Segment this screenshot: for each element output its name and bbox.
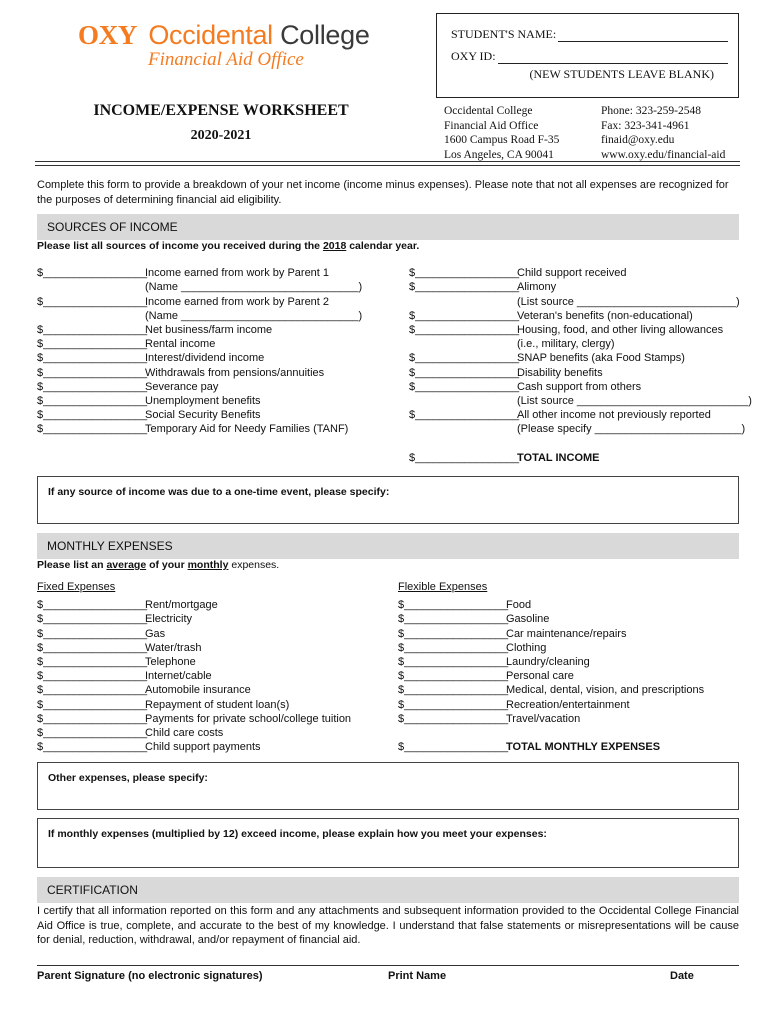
amount-field[interactable]: $_________________ xyxy=(37,670,148,683)
amount-field[interactable]: $_________________ xyxy=(398,670,509,683)
oxy-id-field[interactable] xyxy=(498,51,728,64)
income-section-heading: SOURCES OF INCOME xyxy=(37,214,739,240)
amount-field[interactable]: $_________________ xyxy=(409,267,520,280)
expense-row xyxy=(37,725,351,739)
total-income-row xyxy=(409,450,600,464)
income-row xyxy=(37,279,362,293)
income-row xyxy=(37,293,362,307)
header-divider xyxy=(35,161,740,166)
new-students-note: (NEW STUDENTS LEAVE BLANK) xyxy=(529,67,714,81)
expense-row xyxy=(37,654,351,668)
amount-field[interactable]: $_________________ xyxy=(409,323,520,336)
income-row xyxy=(409,279,752,293)
office-address xyxy=(444,104,559,162)
income-row xyxy=(409,336,752,350)
row-label: Electricity xyxy=(145,613,193,626)
income-instruction-post: calendar year. xyxy=(346,240,420,252)
address-line: 1600 Campus Road F-35 xyxy=(444,134,560,146)
expense-row xyxy=(37,696,351,710)
total-income-label: TOTAL INCOME xyxy=(517,452,600,465)
amount-field[interactable]: $_________________ xyxy=(37,655,148,668)
income-row xyxy=(409,421,752,435)
contact-phone: Phone: 323-259-2548 xyxy=(601,105,701,117)
expense-row xyxy=(398,696,704,710)
expense-row xyxy=(37,597,351,611)
amount-field[interactable]: $_________________ xyxy=(37,338,148,351)
row-label: Disability benefits xyxy=(517,366,603,379)
total-expenses-row xyxy=(398,739,660,753)
income-row xyxy=(37,265,362,279)
intro-text: Complete this form to provide a breakdown of your net income (income minus expenses). Please note that not all expenses are recognized for the purposes of determining financial aid eligibility. xyxy=(37,179,729,206)
amount-field[interactable]: $_________________ xyxy=(409,281,520,294)
row-label: (List source __________________________) xyxy=(517,295,740,308)
expense-row xyxy=(37,640,351,654)
amount-field[interactable]: $_________________ xyxy=(37,323,148,336)
amount-field[interactable]: $_________________ xyxy=(37,366,148,379)
amount-field[interactable]: $_________________ xyxy=(37,684,148,697)
expense-row xyxy=(398,711,704,725)
row-label: (i.e., military, clergy) xyxy=(517,338,615,351)
amount-field[interactable]: $_________________ xyxy=(409,380,520,393)
amount-field[interactable]: $_________________ xyxy=(398,599,509,612)
row-label: Water/trash xyxy=(145,641,202,654)
expense-row xyxy=(37,711,351,725)
income-row xyxy=(37,407,362,421)
logo-college: College xyxy=(280,20,370,50)
other-expenses-box[interactable] xyxy=(37,762,739,810)
amount-field[interactable]: $_________________ xyxy=(37,423,148,436)
amount-field[interactable]: $_________________ xyxy=(37,380,148,393)
expenses-instruction xyxy=(37,559,279,571)
income-row xyxy=(409,393,752,407)
row-label: Automobile insurance xyxy=(145,684,251,697)
income-row xyxy=(409,379,752,393)
row-label: Interest/dividend income xyxy=(145,352,265,365)
row-label: Medical, dental, vision, and prescriptions xyxy=(506,684,705,697)
one-time-event-prompt: If any source of income was due to a one-time event, please specify: xyxy=(48,486,390,498)
amount-field[interactable]: $_________________ xyxy=(398,641,509,654)
address-line: Financial Aid Office xyxy=(444,119,539,132)
logo-occidental: Occidental xyxy=(148,20,273,50)
parent-signature-label: Parent Signature (no electronic signatures) xyxy=(37,970,263,982)
amount-field[interactable]: $_________________ xyxy=(398,655,509,668)
row-label: Child support payments xyxy=(145,741,261,754)
row-label: SNAP benefits (aka Food Stamps) xyxy=(517,352,685,365)
expense-row xyxy=(37,682,351,696)
income-row xyxy=(409,350,752,364)
row-label: Unemployment benefits xyxy=(145,394,261,407)
expense-row xyxy=(37,625,351,639)
signature-line[interactable] xyxy=(37,965,739,966)
income-row xyxy=(37,364,362,378)
row-label: Internet/cable xyxy=(145,670,212,683)
amount-field[interactable]: $_________________ xyxy=(37,712,148,725)
fixed-expenses-column xyxy=(37,597,351,753)
row-label: Travel/vacation xyxy=(506,712,581,725)
row-label: Social Security Benefits xyxy=(145,409,261,422)
income-row xyxy=(37,308,362,322)
income-row xyxy=(409,308,752,322)
amount-field[interactable]: $_________________ xyxy=(37,726,148,739)
amount-field[interactable]: $_________________ xyxy=(398,684,509,697)
exceed-income-box[interactable] xyxy=(37,818,739,868)
expenses-instruction-monthly: monthly xyxy=(187,559,229,571)
row-label: Alimony xyxy=(517,281,557,294)
amount-field[interactable]: $_________________ xyxy=(409,309,520,322)
row-label: Rental income xyxy=(145,338,216,351)
expense-row xyxy=(398,625,704,639)
student-name-field[interactable] xyxy=(558,29,728,42)
amount-field[interactable]: $_________________ xyxy=(398,627,509,640)
row-label: Rent/mortgage xyxy=(145,599,218,612)
income-instruction xyxy=(37,240,419,252)
expense-row xyxy=(37,739,351,753)
row-label: Cash support from others xyxy=(517,380,642,393)
print-name-label: Print Name xyxy=(388,970,447,982)
amount-field[interactable]: $_________________ xyxy=(37,267,148,280)
expenses-instruction-pre: Please list an xyxy=(37,559,107,571)
row-label: Repayment of student loan(s) xyxy=(145,698,290,711)
expenses-instruction-post: expenses. xyxy=(228,559,280,571)
row-label: (Please specify ________________________) xyxy=(517,423,746,436)
row-label: All other income not previously reported xyxy=(517,409,711,422)
income-left-column xyxy=(37,265,362,435)
row-label: Gasoline xyxy=(506,613,550,626)
student-name-label: STUDENT'S NAME: xyxy=(451,27,557,41)
logo-office: Financial Aid Office xyxy=(148,49,304,70)
income-right-column xyxy=(409,265,752,435)
expense-row xyxy=(398,597,704,611)
row-label: Recreation/entertainment xyxy=(506,698,630,711)
row-label: (List source ____________________________) xyxy=(517,394,752,407)
page-title: INCOME/EXPENSE WORKSHEET xyxy=(93,102,349,119)
contact-fax: Fax: 323-341-4961 xyxy=(601,119,690,132)
income-row xyxy=(409,265,752,279)
income-row xyxy=(37,350,362,364)
income-row xyxy=(409,407,752,421)
flexible-expenses-column xyxy=(398,597,704,725)
total-expenses-line xyxy=(398,739,660,753)
expense-row xyxy=(398,668,704,682)
amount-field[interactable]: $_________________ xyxy=(37,394,148,407)
amount-field[interactable]: $_________________ xyxy=(37,627,148,640)
expense-row xyxy=(398,640,704,654)
expenses-section-heading: MONTHLY EXPENSES xyxy=(37,533,739,559)
row-label: Child support received xyxy=(517,267,627,280)
amount-field[interactable]: $_________________ xyxy=(398,712,509,725)
other-expenses-prompt: Other expenses, please specify: xyxy=(48,772,208,784)
total-income-field[interactable]: $_________________ xyxy=(409,452,520,465)
amount-field[interactable]: $_________________ xyxy=(37,295,148,308)
row-label: Withdrawals from pensions/annuities xyxy=(145,366,325,379)
exceed-income-prompt: If monthly expenses (multiplied by 12) exceed income, please explain how you meet your expenses: xyxy=(48,828,547,840)
income-row xyxy=(37,379,362,393)
income-instruction-year: 2018 xyxy=(322,240,347,252)
row-label: Income earned from work by Parent 2 xyxy=(145,295,330,308)
student-id-box xyxy=(436,13,739,98)
amount-field[interactable]: $_________________ xyxy=(37,741,148,754)
office-contact xyxy=(601,104,725,162)
expense-row xyxy=(398,611,704,625)
row-label: Housing, food, and other living allowances xyxy=(517,323,724,336)
row-label: Laundry/cleaning xyxy=(506,655,590,668)
row-label: (Name _____________________________) xyxy=(145,309,363,322)
amount-field[interactable]: $_________________ xyxy=(37,599,148,612)
row-label: Income earned from work by Parent 1 xyxy=(145,267,330,280)
fixed-expenses-heading: Fixed Expenses xyxy=(37,581,116,593)
income-row xyxy=(37,322,362,336)
total-expenses-field[interactable]: $_________________ xyxy=(398,741,509,754)
contact-website[interactable]: www.oxy.edu/financial-aid xyxy=(601,148,726,161)
row-label: Child care costs xyxy=(145,726,224,739)
amount-field[interactable]: $_________________ xyxy=(409,352,520,365)
expenses-instruction-avg: average xyxy=(106,559,147,571)
income-row xyxy=(409,364,752,378)
expense-row xyxy=(37,611,351,625)
row-label: Payments for private school/college tuition xyxy=(145,712,352,725)
oxy-id-label: OXY ID: xyxy=(451,49,496,63)
award-year: 2020-2021 xyxy=(190,128,252,143)
row-label: Telephone xyxy=(145,655,196,668)
total-income-line xyxy=(409,450,600,464)
flexible-expenses-heading: Flexible Expenses xyxy=(398,581,488,593)
one-time-event-box[interactable] xyxy=(37,476,739,524)
row-label: Car maintenance/repairs xyxy=(506,627,627,640)
address-line: Los Angeles, CA 90041 xyxy=(444,148,554,161)
row-label: Severance pay xyxy=(145,380,219,393)
certification-heading: CERTIFICATION xyxy=(37,877,739,903)
amount-field[interactable]: $_________________ xyxy=(37,698,148,711)
income-row xyxy=(37,421,362,435)
amount-field[interactable]: $_________________ xyxy=(37,641,148,654)
income-instruction-pre: Please list all sources of income you received during the xyxy=(37,240,323,252)
amount-field[interactable]: $_________________ xyxy=(398,698,509,711)
row-label: Veteran's benefits (non-educational) xyxy=(517,309,693,322)
row-label: Gas xyxy=(145,627,166,640)
certification-text: I certify that all information reported on this form and any attachments and subsequent information provided to the Occidental College Financial Aid Office is true, complete, and accurate to the best of my knowledge. I understand that false statements or misrepresentations will be cause for denial, reduction, withdrawal, and/or repayment of financial aid. xyxy=(37,905,739,946)
amount-field[interactable]: $_________________ xyxy=(409,409,520,422)
total-expenses-label: TOTAL MONTHLY EXPENSES xyxy=(506,741,661,754)
row-label: Temporary Aid for Needy Families (TANF) xyxy=(145,423,349,436)
row-label: Personal care xyxy=(506,670,574,683)
row-label: Net business/farm income xyxy=(145,323,273,336)
logo-oxy: OXY xyxy=(78,20,138,50)
address-line: Occidental College xyxy=(444,105,533,117)
income-row xyxy=(409,293,752,307)
row-label: Food xyxy=(506,599,532,612)
income-row xyxy=(409,322,752,336)
row-label: (Name _____________________________) xyxy=(145,281,363,294)
income-row xyxy=(37,393,362,407)
amount-field[interactable]: $_________________ xyxy=(37,352,148,365)
amount-field[interactable]: $_________________ xyxy=(37,409,148,422)
row-label: Clothing xyxy=(506,641,547,654)
expenses-instruction-mid: of your xyxy=(146,559,188,571)
college-logo xyxy=(78,20,370,71)
amount-field[interactable]: $_________________ xyxy=(398,613,509,626)
amount-field[interactable]: $_________________ xyxy=(37,613,148,626)
date-label: Date xyxy=(670,970,694,982)
income-row xyxy=(37,336,362,350)
amount-field[interactable]: $_________________ xyxy=(409,366,520,379)
contact-email[interactable]: finaid@oxy.edu xyxy=(601,134,675,146)
expense-row xyxy=(398,654,704,668)
expense-row xyxy=(398,682,704,696)
expense-row xyxy=(37,668,351,682)
